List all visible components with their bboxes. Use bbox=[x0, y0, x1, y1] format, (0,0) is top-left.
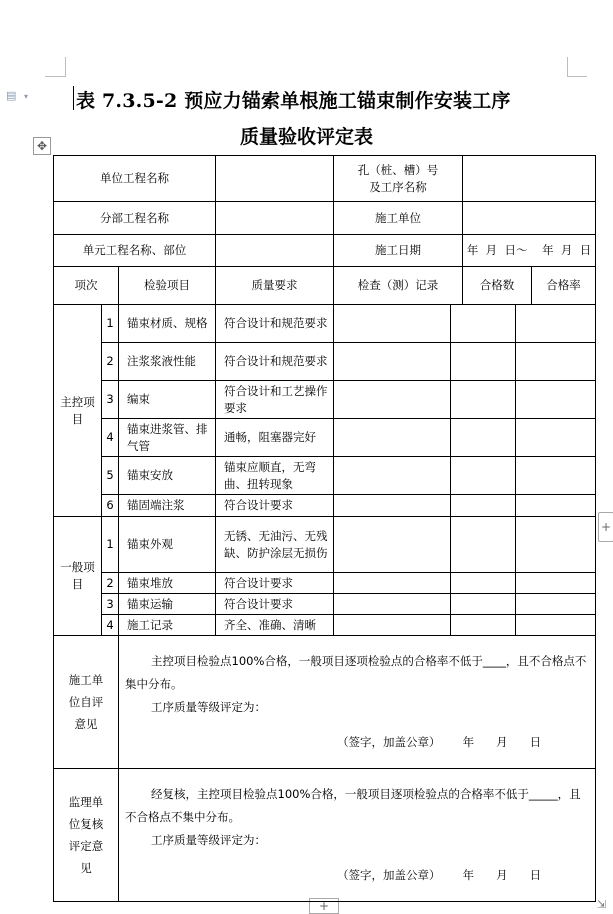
record-cell[interactable] bbox=[334, 419, 451, 457]
col-header-requirement: 质量要求 bbox=[216, 267, 334, 305]
item-name: 锚束安放 bbox=[119, 457, 216, 495]
table-row bbox=[54, 305, 596, 343]
document-subtitle: 质量验收评定表 bbox=[239, 126, 373, 148]
crop-mark bbox=[45, 76, 65, 77]
table-row bbox=[54, 343, 596, 381]
record-cell[interactable] bbox=[451, 381, 516, 419]
item-no: 2 bbox=[102, 573, 119, 594]
record-cell[interactable] bbox=[451, 594, 516, 615]
element-value[interactable] bbox=[216, 235, 334, 267]
qualified-count-cell[interactable] bbox=[516, 573, 596, 594]
table-row bbox=[54, 419, 596, 457]
item-requirement: 符合设计要求 bbox=[216, 573, 334, 594]
chevron-down-icon[interactable]: ▾ bbox=[24, 92, 29, 101]
record-cell[interactable] bbox=[451, 305, 516, 343]
self-eval-label: 施工单位自评意见 bbox=[54, 636, 119, 769]
record-cell[interactable] bbox=[334, 343, 451, 381]
self-eval-grade: 工序质量等级评定为： bbox=[151, 700, 266, 714]
item-name: 注浆浆液性能 bbox=[119, 343, 216, 381]
qualified-count-cell[interactable] bbox=[516, 495, 596, 517]
record-cell[interactable] bbox=[334, 305, 451, 343]
item-requirement: 符合设计要求 bbox=[216, 594, 334, 615]
item-requirement: 通畅，阻塞器完好 bbox=[216, 419, 334, 457]
col-header-item-type: 项次 bbox=[54, 267, 119, 305]
table-row bbox=[54, 615, 596, 636]
item-no: 1 bbox=[102, 517, 119, 573]
supervision-signature: （签字，加盖公章） 年 月 日 bbox=[337, 868, 542, 882]
record-cell[interactable] bbox=[334, 457, 451, 495]
general-group-label: 一般项目 bbox=[54, 517, 102, 636]
add-column-plus-icon[interactable]: + bbox=[598, 512, 613, 542]
item-name: 施工记录 bbox=[119, 615, 216, 636]
table-row bbox=[54, 495, 596, 517]
qualified-count-cell[interactable] bbox=[516, 457, 596, 495]
qualified-count-cell[interactable] bbox=[516, 517, 596, 573]
qualified-count-cell[interactable] bbox=[516, 343, 596, 381]
record-cell[interactable] bbox=[451, 615, 516, 636]
self-eval-signature: （签字，加盖公章） 年 月 日 bbox=[337, 735, 542, 749]
qualified-count-cell[interactable] bbox=[516, 594, 596, 615]
construction-unit-label: 施工单位 bbox=[334, 202, 463, 235]
sub-project-value[interactable] bbox=[216, 202, 334, 235]
crop-mark bbox=[567, 76, 587, 77]
element-label: 单元工程名称、部位 bbox=[54, 235, 216, 267]
acceptance-table bbox=[53, 155, 596, 902]
item-name: 锚束外观 bbox=[119, 517, 216, 573]
item-requirement: 无锈、无油污、无残缺、防护涂层无损伤 bbox=[216, 517, 334, 573]
supervision-opinion[interactable] bbox=[119, 769, 596, 902]
item-name: 编束 bbox=[119, 381, 216, 419]
item-requirement: 符合设计和规范要求 bbox=[216, 305, 334, 343]
item-requirement: 锚束应顺直，无弯曲、扭转现象 bbox=[216, 457, 334, 495]
item-no: 3 bbox=[102, 381, 119, 419]
record-cell[interactable] bbox=[334, 381, 451, 419]
item-name: 锚束进浆管、排气管 bbox=[119, 419, 216, 457]
table-row bbox=[54, 594, 596, 615]
document-title: 表 7.3.5-2 预应力锚索单根施工锚束制作安装工序 bbox=[76, 90, 511, 112]
text-cursor bbox=[73, 86, 74, 110]
item-no: 3 bbox=[102, 594, 119, 615]
date-range[interactable]: 年 月 日～ 年 月 日 bbox=[463, 235, 596, 267]
supervision-label: 监理单位复核评定意见 bbox=[54, 769, 119, 902]
record-cell[interactable] bbox=[451, 517, 516, 573]
item-name: 锚束堆放 bbox=[119, 573, 216, 594]
unit-project-label: 单位工程名称 bbox=[54, 156, 216, 202]
item-no: 1 bbox=[102, 305, 119, 343]
hole-label: 孔（桩、槽）号 及工序名称 bbox=[334, 156, 463, 202]
col-header-qualified-count: 合格数 bbox=[463, 267, 532, 305]
col-header-pass-rate: 合格率 bbox=[532, 267, 596, 305]
record-cell[interactable] bbox=[334, 573, 451, 594]
item-name: 锚固端注浆 bbox=[119, 495, 216, 517]
item-no: 6 bbox=[102, 495, 119, 517]
item-no: 4 bbox=[102, 615, 119, 636]
document-icon[interactable]: ▤ bbox=[6, 89, 17, 102]
record-cell[interactable] bbox=[451, 573, 516, 594]
qualified-count-cell[interactable] bbox=[516, 305, 596, 343]
item-name: 锚束材质、规格 bbox=[119, 305, 216, 343]
supervision-text: 经复核，主控项目检验点100%合格，一般项目逐项检验点的合格率不低于_____，且不合格点不集中分布。 bbox=[125, 787, 581, 824]
qualified-count-cell[interactable] bbox=[516, 615, 596, 636]
item-requirement: 符合设计要求 bbox=[216, 495, 334, 517]
record-cell[interactable] bbox=[451, 457, 516, 495]
crop-mark bbox=[567, 57, 568, 77]
item-no: 4 bbox=[102, 419, 119, 457]
construction-date-label: 施工日期 bbox=[334, 235, 463, 267]
add-row-plus-icon[interactable]: + bbox=[309, 898, 339, 914]
table-row bbox=[54, 381, 596, 419]
sub-project-label: 分部工程名称 bbox=[54, 202, 216, 235]
item-name: 锚束运输 bbox=[119, 594, 216, 615]
qualified-count-cell[interactable] bbox=[516, 381, 596, 419]
col-header-check-item: 检验项目 bbox=[119, 267, 216, 305]
table-row bbox=[54, 517, 596, 573]
self-eval-text: 主控项目检验点100%合格，一般项目逐项检验点的合格率不低于____，且不合格点不集中分布。 bbox=[125, 654, 587, 691]
table-resize-icon[interactable]: ⇲ bbox=[597, 898, 607, 911]
supervision-grade: 工序质量等级评定为： bbox=[151, 833, 266, 847]
record-cell[interactable] bbox=[334, 615, 451, 636]
record-cell[interactable] bbox=[334, 594, 451, 615]
item-no: 5 bbox=[102, 457, 119, 495]
item-requirement: 齐全、准确、清晰 bbox=[216, 615, 334, 636]
table-row bbox=[54, 573, 596, 594]
crop-mark bbox=[65, 57, 66, 77]
record-cell[interactable] bbox=[451, 419, 516, 457]
record-cell[interactable] bbox=[334, 517, 451, 573]
unit-project-value[interactable] bbox=[216, 156, 334, 202]
hole-value[interactable] bbox=[463, 156, 596, 202]
record-cell[interactable] bbox=[451, 495, 516, 517]
construction-unit-value[interactable] bbox=[463, 202, 596, 235]
record-cell[interactable] bbox=[334, 495, 451, 517]
self-eval-opinion[interactable] bbox=[119, 636, 596, 769]
qualified-count-cell[interactable] bbox=[516, 419, 596, 457]
table-row bbox=[54, 457, 596, 495]
col-header-record: 检查（测）记录 bbox=[334, 267, 463, 305]
item-no: 2 bbox=[102, 343, 119, 381]
record-cell[interactable] bbox=[451, 343, 516, 381]
table-move-handle-icon[interactable]: ✥ bbox=[33, 137, 51, 155]
main-group-label: 主控项目 bbox=[54, 305, 102, 517]
item-requirement: 符合设计和规范要求 bbox=[216, 343, 334, 381]
item-requirement: 符合设计和工艺操作要求 bbox=[216, 381, 334, 419]
